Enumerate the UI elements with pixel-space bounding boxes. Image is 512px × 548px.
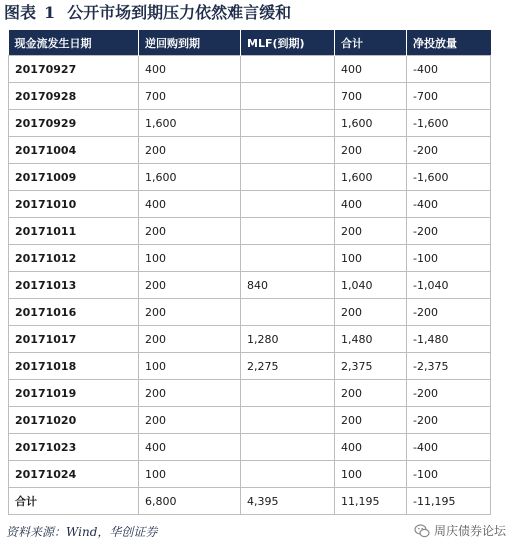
table-row — [9, 110, 491, 137]
table-row — [9, 83, 491, 110]
cell-reverse-repo: 700 — [139, 83, 241, 110]
cell-total: 1,600 — [335, 110, 407, 137]
cell-mlf — [241, 56, 335, 83]
cell-date: 20170929 — [9, 110, 139, 137]
table-row — [9, 56, 491, 83]
cell-total: 200 — [335, 218, 407, 245]
cell-date: 20171017 — [9, 326, 139, 353]
cell-total: 400 — [335, 56, 407, 83]
header-total: 合计 — [335, 30, 407, 56]
cell-reverse-repo: 200 — [139, 137, 241, 164]
cell-net-injection: -400 — [407, 56, 491, 83]
cell-total: 200 — [335, 137, 407, 164]
cell-date: 20171013 — [9, 272, 139, 299]
watermark — [414, 522, 506, 539]
table-row — [9, 326, 491, 353]
cell-net-injection: -400 — [407, 434, 491, 461]
cell-date: 20171012 — [9, 245, 139, 272]
cell-date: 20170927 — [9, 56, 139, 83]
cell-reverse-repo: 400 — [139, 56, 241, 83]
figure-label: 图表 — [4, 3, 37, 22]
cell-net-injection: -200 — [407, 380, 491, 407]
cell-total: 200 — [335, 407, 407, 434]
cell-date: 20170928 — [9, 83, 139, 110]
cell-net-injection: -11,195 — [407, 488, 491, 515]
cell-date: 20171023 — [9, 434, 139, 461]
cell-net-injection: -400 — [407, 191, 491, 218]
cell-mlf — [241, 218, 335, 245]
table-row — [9, 299, 491, 326]
table-row — [9, 353, 491, 380]
cell-mlf: 2,275 — [241, 353, 335, 380]
header-date: 现金流发生日期 — [9, 30, 139, 56]
cell-date: 20171009 — [9, 164, 139, 191]
cell-total: 100 — [335, 245, 407, 272]
table-row — [9, 272, 491, 299]
cell-total: 400 — [335, 191, 407, 218]
table-row — [9, 191, 491, 218]
wechat-icon — [414, 523, 430, 539]
cell-net-injection: -1,480 — [407, 326, 491, 353]
cell-reverse-repo: 200 — [139, 218, 241, 245]
table-body — [9, 56, 491, 515]
header-reverse-repo: 逆回购到期 — [139, 30, 241, 56]
cell-net-injection: -2,375 — [407, 353, 491, 380]
cell-total: 200 — [335, 299, 407, 326]
maturity-table — [8, 30, 491, 515]
cell-date: 20171010 — [9, 191, 139, 218]
cell-net-injection: -200 — [407, 137, 491, 164]
figure-title — [4, 2, 291, 24]
cell-total: 1,600 — [335, 164, 407, 191]
figure-title-text: 公开市场到期压力依然难言缓和 — [67, 3, 292, 22]
header-net-injection: 净投放量 — [407, 30, 491, 56]
source-note: 资料来源：Wind，华创证券 — [6, 525, 158, 539]
cell-mlf — [241, 164, 335, 191]
cell-mlf — [241, 83, 335, 110]
cell-reverse-repo: 100 — [139, 353, 241, 380]
cell-net-injection: -100 — [407, 461, 491, 488]
cell-net-injection: -1,600 — [407, 110, 491, 137]
cell-reverse-repo: 200 — [139, 326, 241, 353]
cell-mlf: 840 — [241, 272, 335, 299]
cell-date: 20171019 — [9, 380, 139, 407]
cell-net-injection: -200 — [407, 218, 491, 245]
table-row — [9, 407, 491, 434]
cell-date: 20171011 — [9, 218, 139, 245]
cell-date: 合计 — [9, 488, 139, 515]
table-row — [9, 461, 491, 488]
table-row — [9, 218, 491, 245]
table-row — [9, 434, 491, 461]
cell-net-injection: -100 — [407, 245, 491, 272]
cell-reverse-repo: 100 — [139, 461, 241, 488]
cell-reverse-repo: 1,600 — [139, 164, 241, 191]
table-header-row — [9, 30, 491, 56]
cell-mlf — [241, 407, 335, 434]
table-row — [9, 164, 491, 191]
cell-mlf — [241, 191, 335, 218]
cell-mlf — [241, 380, 335, 407]
cell-reverse-repo: 6,800 — [139, 488, 241, 515]
cell-net-injection: -200 — [407, 299, 491, 326]
cell-total: 100 — [335, 461, 407, 488]
table-row — [9, 380, 491, 407]
header-mlf: MLF(到期) — [241, 30, 335, 56]
cell-mlf: 1,280 — [241, 326, 335, 353]
cell-mlf — [241, 137, 335, 164]
cell-total: 2,375 — [335, 353, 407, 380]
cell-reverse-repo: 200 — [139, 380, 241, 407]
cell-date: 20171018 — [9, 353, 139, 380]
watermark-text: 周庆债券论坛 — [433, 524, 506, 538]
cell-mlf — [241, 245, 335, 272]
table-row — [9, 137, 491, 164]
cell-total: 400 — [335, 434, 407, 461]
cell-net-injection: -700 — [407, 83, 491, 110]
cell-mlf — [241, 434, 335, 461]
cell-net-injection: -1,600 — [407, 164, 491, 191]
cell-date: 20171016 — [9, 299, 139, 326]
cell-date: 20171024 — [9, 461, 139, 488]
cell-total: 700 — [335, 83, 407, 110]
cell-reverse-repo: 400 — [139, 191, 241, 218]
cell-net-injection: -200 — [407, 407, 491, 434]
cell-reverse-repo: 200 — [139, 272, 241, 299]
cell-reverse-repo: 100 — [139, 245, 241, 272]
cell-mlf — [241, 461, 335, 488]
table-total-row — [9, 488, 491, 515]
figure-number: 1 — [44, 3, 56, 22]
cell-total: 1,480 — [335, 326, 407, 353]
cell-reverse-repo: 200 — [139, 299, 241, 326]
cell-total: 11,195 — [335, 488, 407, 515]
cell-mlf — [241, 299, 335, 326]
cell-reverse-repo: 200 — [139, 407, 241, 434]
cell-reverse-repo: 1,600 — [139, 110, 241, 137]
cell-date: 20171020 — [9, 407, 139, 434]
cell-net-injection: -1,040 — [407, 272, 491, 299]
cell-mlf: 4,395 — [241, 488, 335, 515]
table-row — [9, 245, 491, 272]
cell-date: 20171004 — [9, 137, 139, 164]
cell-total: 1,040 — [335, 272, 407, 299]
cell-reverse-repo: 400 — [139, 434, 241, 461]
cell-mlf — [241, 110, 335, 137]
cell-total: 200 — [335, 380, 407, 407]
